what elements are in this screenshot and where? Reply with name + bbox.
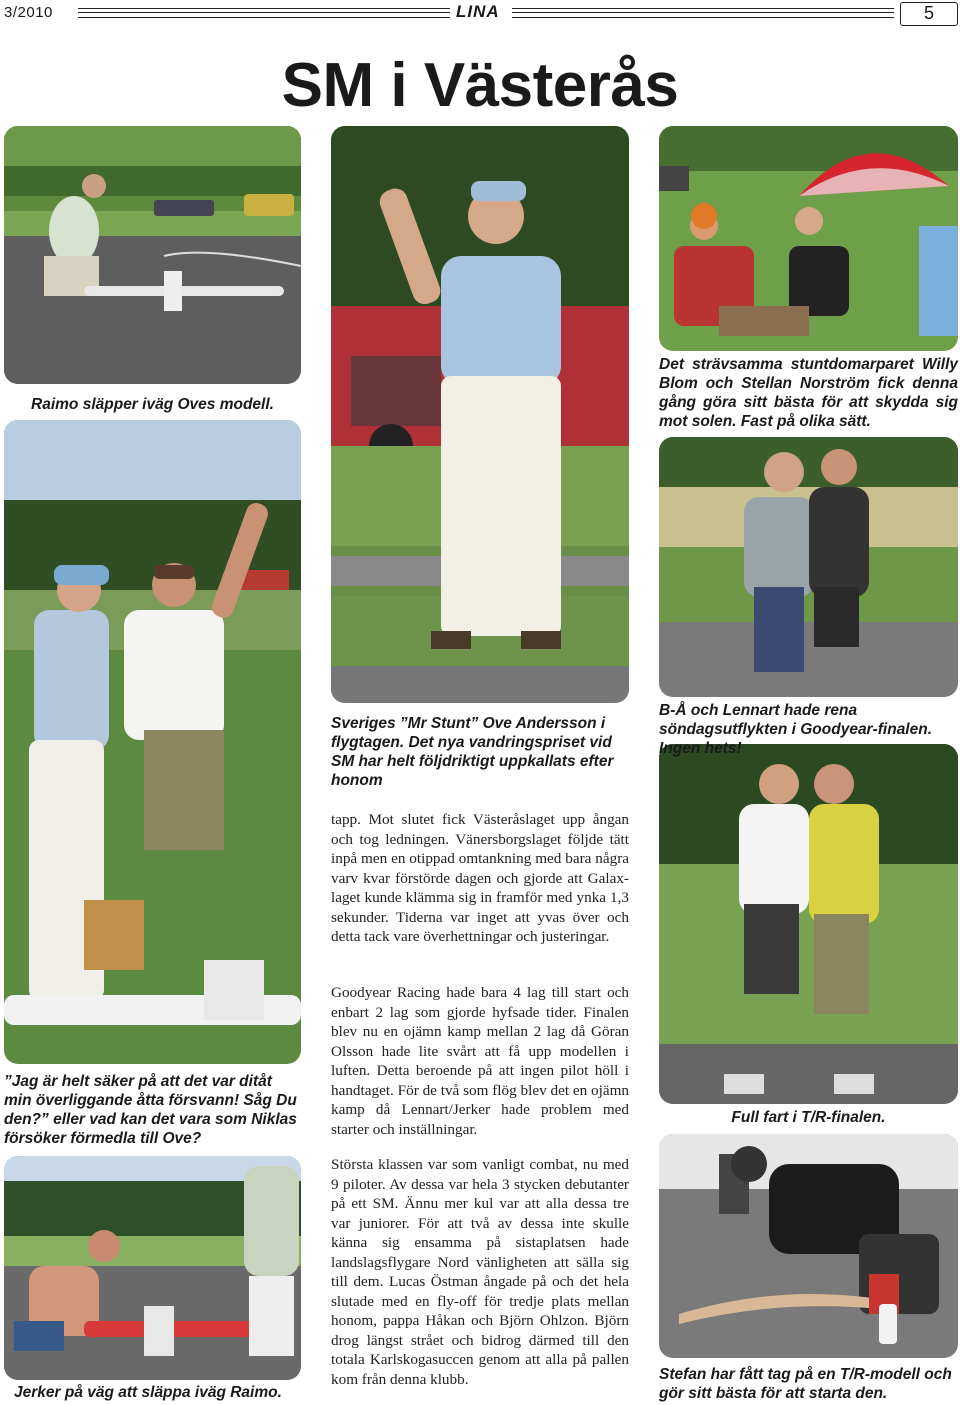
photo-niklas-ove <box>4 420 301 1064</box>
photo-raimo-launch <box>4 126 301 384</box>
photo-ba-lennart <box>659 437 958 697</box>
photo-ove-andersson <box>331 126 629 703</box>
magazine-logo: LINA <box>456 2 500 21</box>
caption-full-fart: Full fart i T/R-finalen. <box>731 1109 886 1126</box>
caption-niklas: ”Jag är helt säker på att det var ditåt min överliggande åtta försvann! Såg Du den?” eller vad kan det vara som Niklas försöker förmedla till Ove? <box>4 1073 297 1147</box>
issue-number: 3/2010 <box>4 4 53 21</box>
caption-stefan: Stefan har fått tag på en T/R-modell och gör sitt bästa för att starta den. <box>659 1366 952 1402</box>
page-title: SM i Västerås <box>281 51 679 120</box>
header-rule-right <box>512 8 894 18</box>
photo-jerker <box>4 1156 301 1380</box>
caption-jerker: Jerker på väg att släppa iväg Raimo. <box>14 1384 282 1401</box>
photo-stefan <box>659 1134 958 1358</box>
photo-judges-umbrella <box>659 126 958 351</box>
caption-mr-stunt: Sveriges ”Mr Stunt” Ove Andersson i flygtagen. Det nya vandringspriset vid SM har helt följdriktigt uppkallats efter honom <box>331 715 614 789</box>
body-paragraph-2: Goodyear Racing hade bara 4 lag till start och enbart 2 lag som gjorde hyfsade tider. Finalen blev nu en ojämn kamp mellan 2 lag då Göran Olsson hade lite svårt att få upp modellen i luften. Detta beroende på att ingen pilot höll i handtaget. För de två som flög blev det en ojämn kamp då Lennart/Jerker hade problem med starter och inställningar. <box>331 984 629 1138</box>
caption-judges: Det strävsamma stuntdomarparet Willy Blom och Stellan Norström fick denna gång göra sitt bästa för att skydda sig mot solen. Fast på olika sätt. <box>659 356 958 430</box>
photo-full-fart <box>659 744 958 1104</box>
body-paragraph-3: Största klassen var som vanligt combat, nu med 9 piloter. Av dessa var hela 3 stycken debutanter på ett SM. Ännu mer kul var att alla dessa tre var juniorer. För att två av dessa inte skulle känna sig ensamma på sistaplatsen hade landslagsflygare Nord vänligheten att sälla sig till dem. Lucas Östman ångade på och det hela slutade med en fly-off för tredje plats mellan honom, pappa Håkan och Björn Ohlzon. Björn drog längst strået och bidrog därmed till den totala Karlskogasuccen genom att alla på pallen kom från denna klubb. <box>331 1156 629 1388</box>
header-rule-left <box>78 8 450 18</box>
caption-raimo: Raimo släpper iväg Oves modell. <box>31 396 274 413</box>
caption-ba-lennart: B-Å och Lennart hade rena söndagsutflykten i Goodyear-finalen. Ingen hets! <box>659 702 933 757</box>
body-paragraph-1: tapp. Mot slutet fick Västeråslaget upp ångan och tog ledningen. Vänersborgslaget följde tätt inpå men en otippad omtankning med bara några varv kvar förstörde dagen och gjorde att Galax-laget kunde klämma sig in framför med ynka 1,3 sekunder. Tiderna var inget att yvas över och detta tack vare överhettningar och justeringar. <box>331 811 629 945</box>
page-number: 5 <box>900 2 958 26</box>
